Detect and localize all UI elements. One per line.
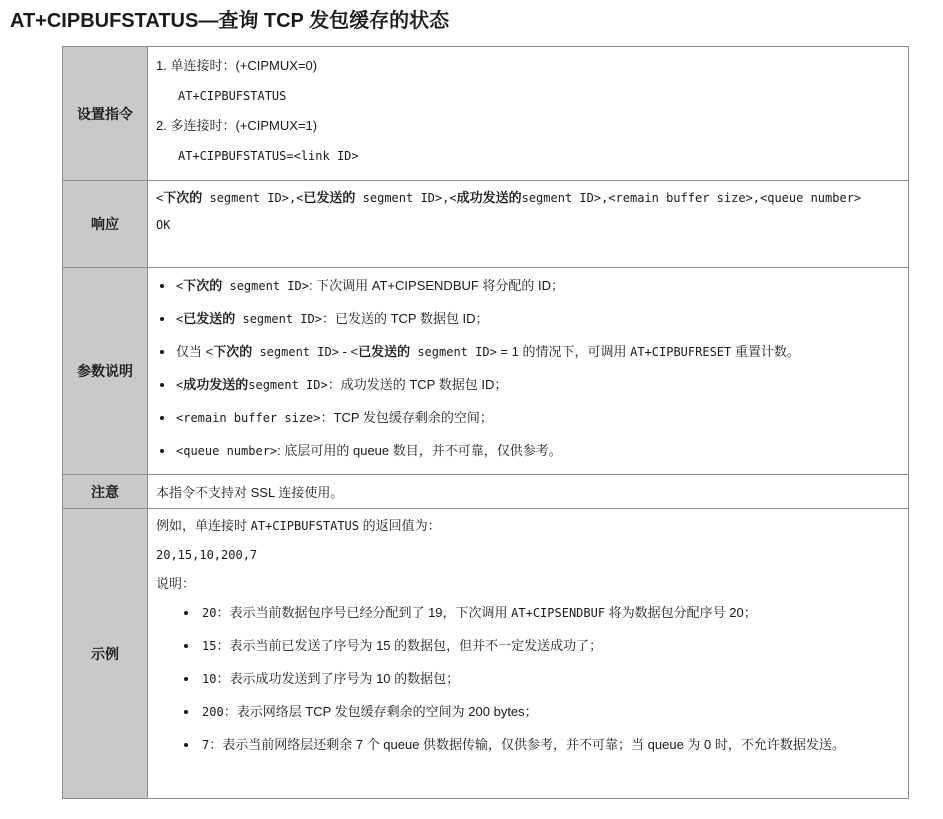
list-item xyxy=(156,602,898,624)
set-content xyxy=(148,47,909,181)
list-item xyxy=(156,407,898,429)
command-table xyxy=(62,46,909,799)
set-command-2: AT+CIPBUFSTATUS=<link ID> xyxy=(178,149,359,163)
response-ok: OK xyxy=(156,218,171,232)
list-item xyxy=(156,734,898,756)
example-text: ：表示成功发送到了序号为 10 的数据包； xyxy=(216,671,460,686)
response-part: segment ID>,<remain buffer size>,<queue number> xyxy=(521,191,862,205)
example-text: 的返回值为： xyxy=(359,518,441,533)
example-text: 例如，单连接时 xyxy=(156,518,251,533)
response-part-bold: 成功发送的 xyxy=(456,191,522,206)
example-text: AT+CIPBUFSTATUS xyxy=(250,519,359,533)
param-text: segment ID> xyxy=(410,345,497,359)
set-item-1-text: 单连接时：(+CIPMUX=0) xyxy=(170,58,318,73)
param-text-bold: 下次的 xyxy=(213,344,253,359)
param-text-bold: 已发送的 xyxy=(358,344,411,359)
param-text: < xyxy=(176,312,184,326)
param-text: - < xyxy=(338,344,359,359)
example-text: 200 xyxy=(202,705,224,719)
example-text: ：表示当前数据包序号已经分配到了 19，下次调用 xyxy=(216,605,512,620)
set-item-2-num: 2. xyxy=(156,118,167,133)
example-text: 15 xyxy=(202,639,217,653)
response-part: segment ID>,< xyxy=(202,191,304,205)
param-text: ：已发送的 TCP 数据包 ID； xyxy=(321,311,489,326)
param-text: ：成功发送的 TCP 数据包 ID； xyxy=(327,377,508,392)
param-text: segment ID> xyxy=(235,312,322,326)
param-text: = 1 的情况下，可调用 xyxy=(496,344,631,359)
example-text: 7 xyxy=(202,738,210,752)
list-item xyxy=(156,635,898,657)
list-item xyxy=(156,374,898,396)
param-text: : 底层可用的 queue 数目，并不可靠，仅供参考。 xyxy=(277,443,562,458)
table-row-params xyxy=(63,268,909,475)
list-item xyxy=(156,440,898,462)
param-text: 重置计数。 xyxy=(731,344,800,359)
param-text: : 下次调用 AT+CIPSENDBUF 将分配的 ID； xyxy=(308,278,565,293)
response-text xyxy=(156,187,898,210)
param-text: segment ID> xyxy=(248,378,328,392)
param-text: 仅当 < xyxy=(176,344,214,359)
set-item-2 xyxy=(156,115,898,137)
set-command-1: AT+CIPBUFSTATUS xyxy=(178,89,287,103)
params-list xyxy=(156,275,898,462)
example-explain-heading: 说明： xyxy=(156,576,196,591)
table-row-example xyxy=(63,509,909,799)
example-intro xyxy=(156,515,898,537)
param-text: <remain buffer size> xyxy=(176,411,321,425)
example-content xyxy=(148,509,909,799)
example-text: AT+CIPSENDBUF xyxy=(511,606,606,620)
list-item xyxy=(156,275,898,297)
params-content xyxy=(148,268,909,475)
list-item xyxy=(156,701,898,723)
row-label-set: 设置指令 xyxy=(63,47,148,181)
example-text: ：表示当前已发送了序号为 15 的数据包，但并不一定发送成功了； xyxy=(216,638,603,653)
response-part: < xyxy=(156,191,164,205)
param-text-bold: 已发送的 xyxy=(183,311,236,326)
response-part: segment ID>,< xyxy=(355,191,457,205)
param-text: < xyxy=(176,279,184,293)
param-text: < xyxy=(176,378,184,392)
set-item-1-num: 1. xyxy=(156,58,167,73)
param-text: ：TCP 发包缓存剩余的空间； xyxy=(320,410,493,425)
row-label-example: 示例 xyxy=(63,509,148,799)
param-text: AT+CIPBUFRESET xyxy=(630,345,732,359)
page-title: AT+CIPBUFSTATUS—查询 TCP 发包缓存的状态 xyxy=(10,10,450,32)
example-list xyxy=(156,602,898,756)
table-row-response xyxy=(63,181,909,268)
row-label-note: 注意 xyxy=(63,475,148,509)
param-text-bold: 下次的 xyxy=(183,278,223,293)
param-text: segment ID> xyxy=(222,279,309,293)
param-text: segment ID> xyxy=(252,345,339,359)
example-text: 将为数据包分配序号 20； xyxy=(605,605,757,620)
response-content xyxy=(148,181,909,268)
note-content: 本指令不支持对 SSL 连接使用。 xyxy=(148,475,909,509)
example-text: 20 xyxy=(202,606,217,620)
row-label-response: 响应 xyxy=(63,181,148,268)
response-part-bold: 下次的 xyxy=(163,191,203,206)
table-row-set xyxy=(63,47,909,181)
example-text: 10 xyxy=(202,672,217,686)
table-row-note xyxy=(63,475,909,509)
example-text: ：表示网络层 TCP 发包缓存剩余的空间为 200 bytes； xyxy=(223,704,538,719)
example-value: 20,15,10,200,7 xyxy=(156,548,258,562)
example-text: ：表示当前网络层还剩余 7 个 queue 供数据传输，仅供参考，并不可靠；当 queue 为 0 时，不允许数据发送。 xyxy=(209,737,845,752)
response-part-bold: 已发送的 xyxy=(303,191,356,206)
set-item-2-text: 多连接时：(+CIPMUX=1) xyxy=(170,118,318,133)
row-label-params: 参数说明 xyxy=(63,268,148,475)
set-item-1 xyxy=(156,55,898,77)
param-text-bold: 成功发送的 xyxy=(183,377,249,392)
param-text: <queue number> xyxy=(176,444,278,458)
list-item xyxy=(156,308,898,330)
list-item xyxy=(156,668,898,690)
list-item xyxy=(156,341,898,363)
